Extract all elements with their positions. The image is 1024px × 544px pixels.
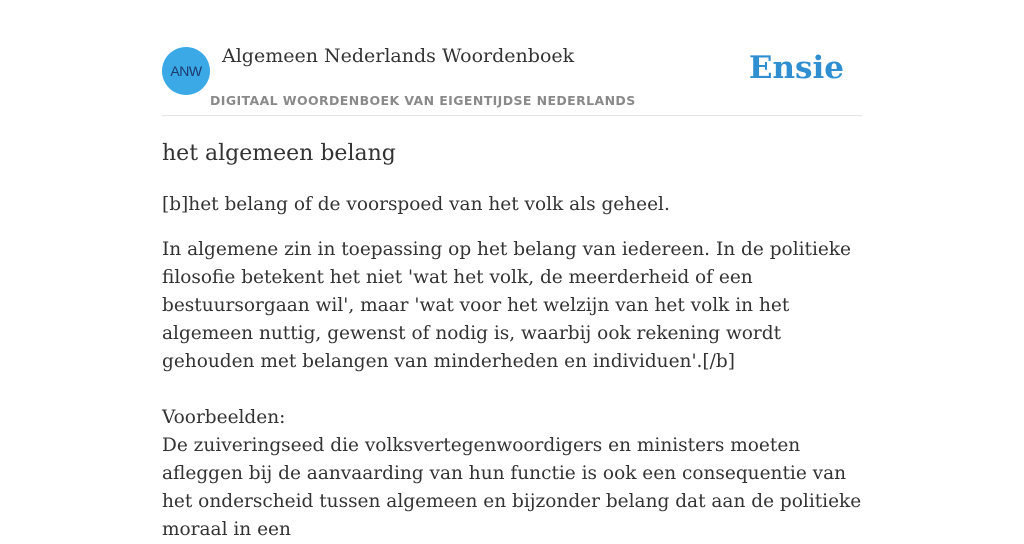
entry-definition: [b]het belang of de voorspoed van het volk als geheel. bbox=[162, 194, 670, 215]
dictionary-title: Algemeen Nederlands Woordenboek bbox=[222, 45, 575, 67]
dictionary-subtitle: DIGITAAL WOORDENBOEK VAN EIGENTIJDSE NEDERLANDS bbox=[210, 93, 636, 108]
ensie-brand-link[interactable]: Ensie bbox=[748, 50, 844, 86]
anw-logo[interactable]: ANW bbox=[162, 47, 210, 95]
entry-explanation: In algemene zin in toepassing op het belang van iedereen. In de politieke filosofie betekent het niet 'wat het volk, de meerderheid of een bestuursorgaan wil', maar 'wat voor het welzijn van het volk in het algemeen nuttig, gewenst of nodig is, waarbij ook rekening wordt gehouden met belangen van minderheden en individuen'.[/b] Voorbeelden: De zuiveringseed die volksvertegenwoordigers en ministers moeten afleggen bij de aanvaarding van hun functie is ook een consequentie van het onderscheid tussen algemeen en bijzonder belang dat aan de politieke moraal in een bbox=[162, 239, 862, 540]
site-header bbox=[162, 0, 862, 116]
entry-title: het algemeen belang bbox=[162, 141, 396, 166]
entry-content bbox=[162, 138, 862, 544]
